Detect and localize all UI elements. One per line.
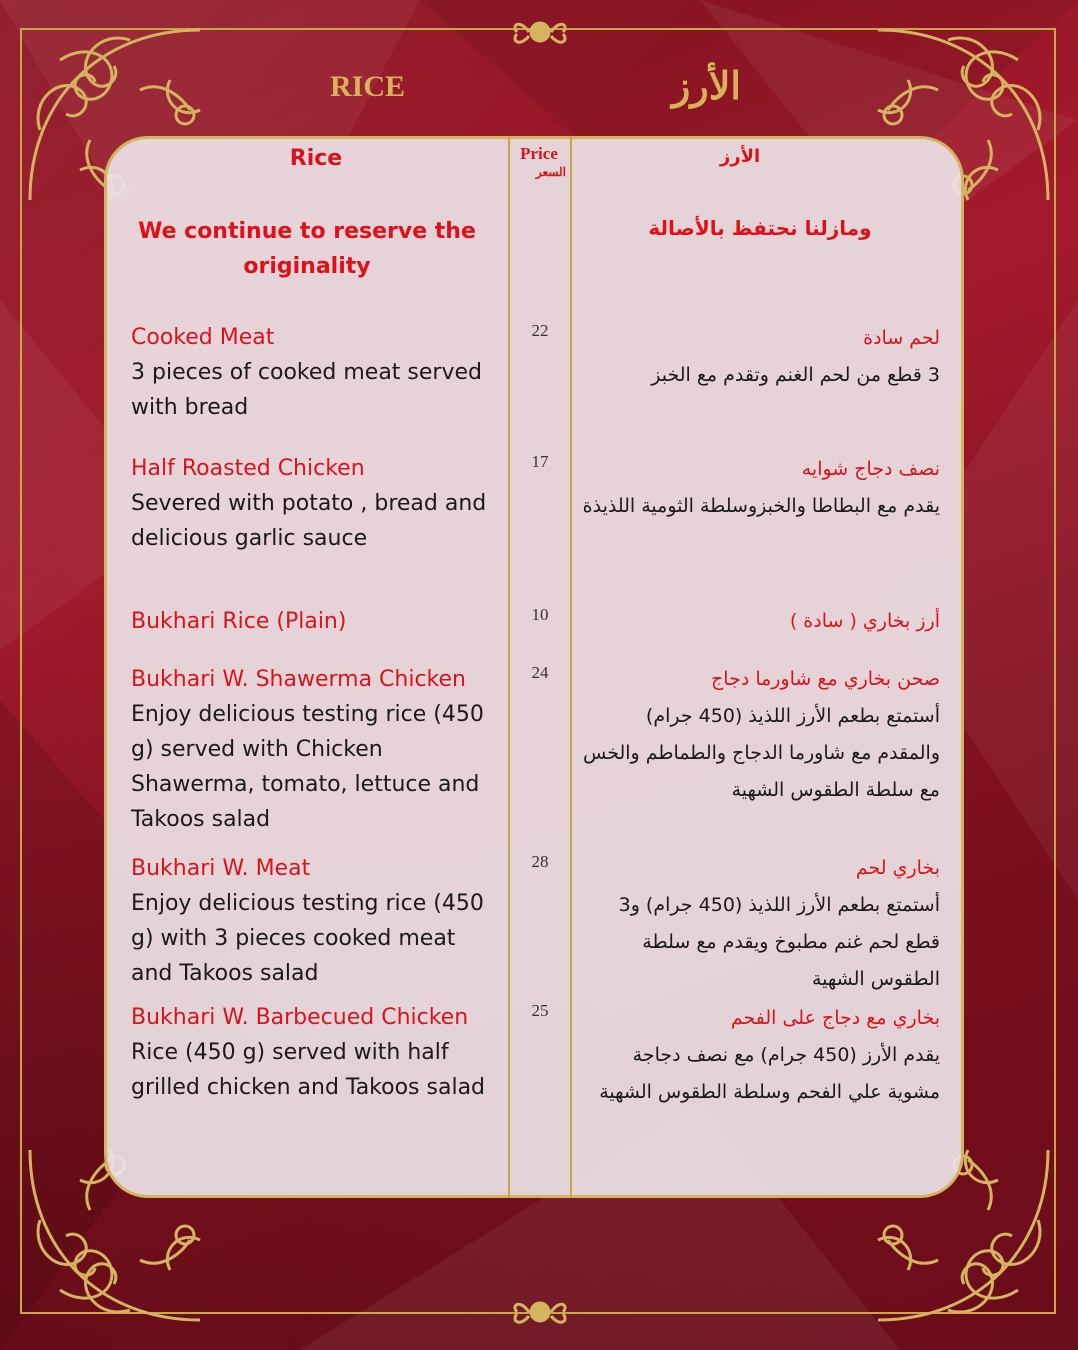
- item-name-en: Bukhari W. Barbecued Chicken: [131, 1005, 469, 1030]
- item-desc-en: Enjoy delicious testing rice (450 g) with 3 pieces cooked meat and Takoos salad: [131, 891, 484, 986]
- item-desc-en: Rice (450 g) served with half grilled chicken and Takoos salad: [131, 1040, 486, 1100]
- item-price: 24: [531, 663, 549, 682]
- item-name-ar: صحن بخاري مع شاورما دجاج: [711, 668, 940, 690]
- item-name-en: Bukhari W. Shawerma Chicken: [131, 667, 466, 692]
- menu-item-ar: [580, 661, 940, 809]
- item-desc-ar: يقدم مع البطاطا والخبزوسلطة الثومية اللذيذة: [582, 495, 940, 517]
- item-desc-en: Severed with potato , bread and delicious garlic sauce: [131, 491, 487, 551]
- menu-item-ar: [580, 320, 940, 394]
- item-name-en: Half Roasted Chicken: [131, 456, 365, 481]
- column-header-price: [512, 145, 566, 181]
- item-desc-ar: يقدم الأرز (450 جرام) مع نصف دجاجة مشوية علي الفحم وسلطة الطقوس الشهية: [599, 1044, 940, 1103]
- menu-item-ar: [580, 603, 940, 640]
- column-divider: [508, 136, 510, 1198]
- price-label-ar: السعر: [535, 165, 566, 179]
- menu-item-ar: [580, 451, 940, 525]
- item-price: 25: [531, 1001, 549, 1020]
- item-price: 17: [531, 452, 549, 471]
- price-label-en: Price: [520, 144, 558, 163]
- item-desc-ar: أستمتع بطعم الأرز اللذيذ (450 جرام) و3 قطع لحم غنم مطبوخ ويقدم مع سلطة الطقوس الشهية: [618, 894, 940, 990]
- item-name-en: Cooked Meat: [131, 325, 275, 350]
- bottom-center-ornament-icon: [505, 1290, 575, 1338]
- slogan-en: We continue to reserve the originality: [138, 219, 476, 279]
- item-name-ar: نصف دجاج شوايه: [801, 458, 940, 480]
- menu-item-en: [131, 604, 501, 639]
- item-name-ar: لحم سادة: [863, 327, 940, 349]
- menu-item-en: [131, 662, 501, 837]
- item-name-en: Bukhari Rice (Plain): [131, 609, 347, 634]
- menu-item-en: [131, 320, 501, 425]
- item-name-ar: أرز بخاري ( سادة ): [789, 610, 940, 632]
- item-name-en: Bukhari W. Meat: [131, 856, 311, 881]
- page-title-ar: الأرز: [672, 66, 741, 108]
- item-name-ar: بخاري مع دجاج على الفحم: [730, 1007, 940, 1029]
- column-divider: [570, 136, 572, 1198]
- column-header-ar: الأرز: [719, 146, 761, 167]
- menu-item-en: [131, 1000, 501, 1105]
- slogan-ar: ومازلنا نحتفظ بالأصالة: [648, 216, 872, 240]
- item-desc-en: Enjoy delicious testing rice (450 g) served with Chicken Shawerma, tomato, lettuce and Takoos salad: [131, 702, 484, 832]
- menu-item-ar: [580, 850, 940, 998]
- item-desc-ar: 3 قطع من لحم الغنم وتقدم مع الخبز: [651, 364, 940, 386]
- top-center-ornament-icon: [505, 6, 575, 54]
- menu-item-en: [131, 451, 501, 556]
- menu-item-ar: [580, 1000, 940, 1111]
- item-desc-ar: أستمتع بطعم الأرز اللذيذ (450 جرام) والمقدم مع شاورما الدجاج والطماطم والخس مع سلطة الطقوس الشهية: [582, 705, 940, 801]
- menu-item-en: [131, 851, 501, 991]
- item-price: 28: [531, 852, 549, 871]
- item-name-ar: بخاري لحم: [855, 857, 940, 879]
- item-price: 10: [531, 605, 549, 624]
- item-desc-en: 3 pieces of cooked meat served with bread: [131, 360, 482, 420]
- page-title-en: RICE: [330, 70, 406, 103]
- item-price: 22: [531, 321, 549, 340]
- column-header-en: Rice: [289, 146, 343, 171]
